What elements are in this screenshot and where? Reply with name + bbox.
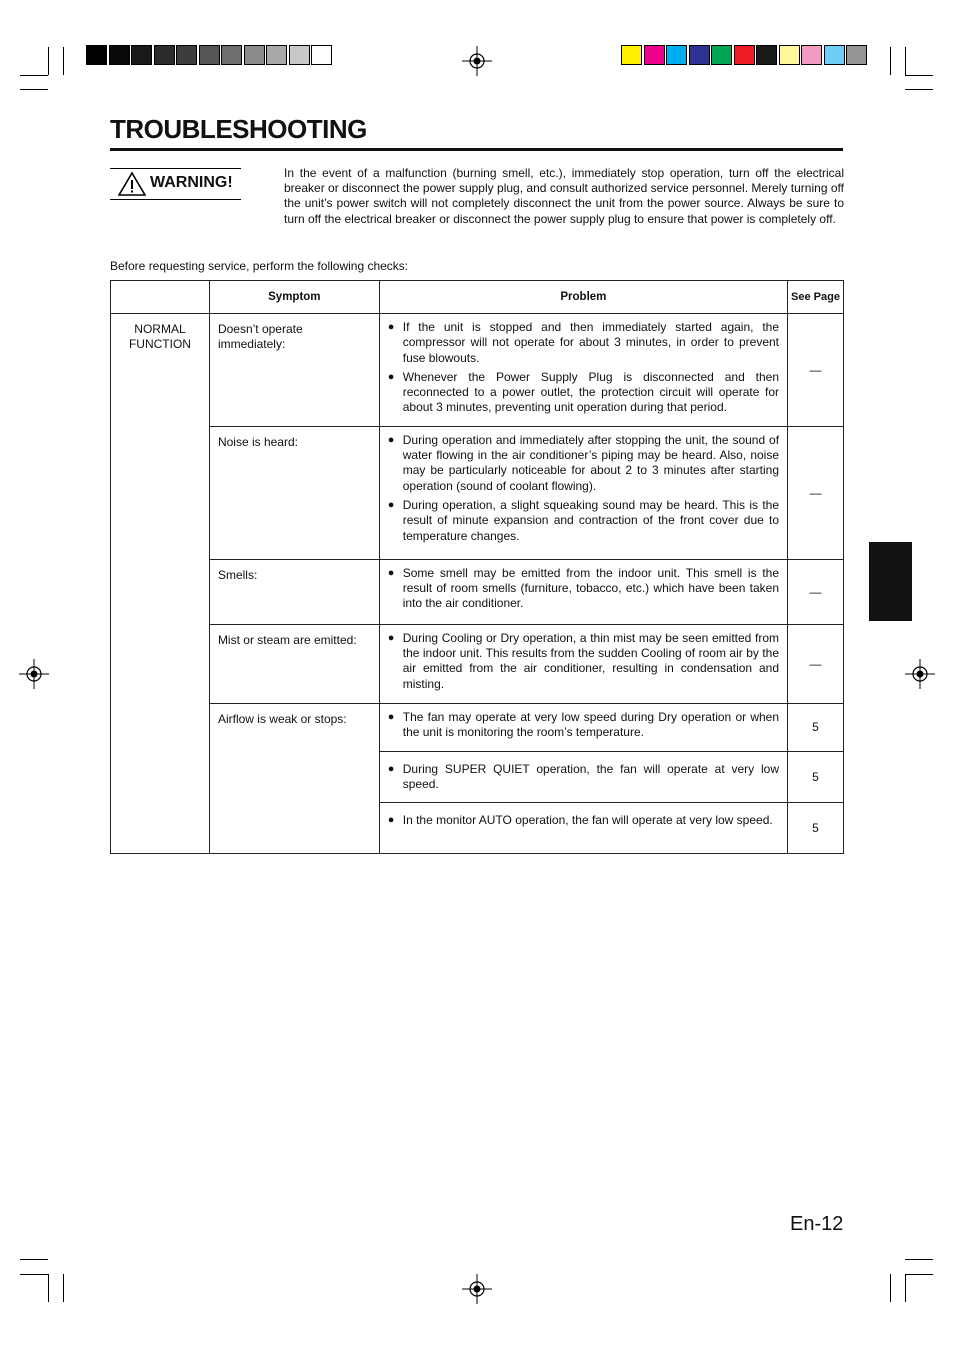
symptom-cell: Smells: [209, 559, 379, 624]
color-swatch [199, 45, 220, 65]
category-cell [111, 314, 210, 854]
color-swatch [244, 45, 265, 65]
color-swatch [289, 45, 310, 65]
see-page-cell: — [788, 314, 844, 427]
color-swatch [176, 45, 197, 65]
problem-cell: ● If the unit is stopped and then immediately started again, the compressor will not operate for about 3 minutes, in order to prevent fuse blowouts. ● Whenever the Power Supply Plug is disconnected and then reconnected to a power outlet, the protection circuit will operate for about 3 minutes, preventing unit operation during that period. [379, 314, 787, 427]
warning-triangle-icon [118, 171, 146, 197]
color-swatch [846, 45, 867, 65]
color-swatch [734, 45, 755, 65]
symptom-cell: Airflow is weak or stops: [209, 703, 379, 854]
table-row [111, 314, 844, 427]
header-symptom: Symptom [209, 281, 379, 314]
symptom-cell: Noise is heard: [209, 426, 379, 559]
registration-mark-icon [19, 659, 49, 689]
table-row [111, 624, 844, 703]
color-swatch [644, 45, 665, 65]
color-swatch [689, 45, 710, 65]
color-swatch [824, 45, 845, 65]
symptom-cell: Mist or steam are emitted: [209, 624, 379, 703]
symptom-cell: Doesn’t operate immediately: [209, 314, 379, 427]
color-swatch [756, 45, 777, 65]
see-page-cell: — [788, 624, 844, 703]
warning-text: In the event of a malfunction (burning smell, etc.), immediately stop operation, turn off the electrical breaker or disconnect the power supply plug, and consult authorized service personnel. Merely turning off the unit’s power switch will not completely disconnect the unit from the power source. Always be sure to turn off the electrical breaker or disconnect the power supply plug to ensure that power is completely off. [284, 166, 844, 226]
color-swatch [266, 45, 287, 65]
color-swatch [154, 45, 175, 65]
header-category [111, 281, 210, 314]
problem-cell: ● During Cooling or Dry operation, a thin mist may be seen emitted from the indoor unit. This results from the sudden Cooling of room air by the air emitted from the air conditioner, resulting in condensation and misting. [379, 624, 787, 703]
see-page-cell: — [788, 426, 844, 559]
page-number: En-12 [790, 1213, 844, 1235]
color-swatch [221, 45, 242, 65]
see-page-cell: 5 [788, 803, 844, 854]
table-row [111, 703, 844, 751]
color-swatch [779, 45, 800, 65]
problem-cell: ● Some smell may be emitted from the indoor unit. This smell is the result of room smells (furniture, tobacco, etc.) which have been taken into the air conditioner. [379, 559, 787, 624]
intro-text: Before requesting service, perform the following checks: [110, 259, 409, 273]
category-label: NORMAL FUNCTION [128, 322, 191, 351]
table-row [111, 426, 844, 559]
grayscale-calibration-bar [86, 45, 334, 67]
color-swatch [86, 45, 107, 65]
troubleshooting-table [110, 280, 844, 854]
color-swatch [109, 45, 130, 65]
see-page-cell: — [788, 559, 844, 624]
table-header-row [111, 281, 844, 314]
table-row [111, 559, 844, 624]
header-problem: Problem [379, 281, 787, 314]
registration-mark-icon [462, 46, 492, 76]
see-page-cell: 5 [788, 703, 844, 751]
registration-mark-icon [462, 1274, 492, 1304]
warning-label-box [110, 168, 241, 200]
color-swatch [711, 45, 732, 65]
problem-cell: ● During SUPER QUIET operation, the fan will operate at very low speed. [379, 751, 787, 803]
section-tab-marker [869, 542, 912, 621]
color-swatch [801, 45, 822, 65]
problem-cell: ● In the monitor AUTO operation, the fan will operate at very low speed. [379, 803, 787, 854]
color-swatch [621, 45, 642, 65]
color-calibration-bar [621, 45, 869, 67]
registration-mark-icon [905, 659, 935, 689]
header-see-page: See Page [788, 281, 844, 314]
color-swatch [131, 45, 152, 65]
color-swatch [311, 45, 332, 65]
color-swatch [666, 45, 687, 65]
title-rule [110, 148, 843, 151]
see-page-cell: 5 [788, 751, 844, 803]
page-title: TROUBLESHOOTING [110, 114, 367, 144]
warning-label: WARNING! [150, 174, 233, 191]
problem-cell: ● The fan may operate at very low speed during Dry operation or when the unit is monitoring the room’s temperature. [379, 703, 787, 751]
problem-cell: ● During operation and immediately after stopping the unit, the sound of water flowing in the air conditioner’s piping may be heard. Also, noise may be particularly noticeable for about 2 to 3 minutes after starting operation (sound of coolant flowing). ● During operation, a slight squeaking sound may be heard. This is the result of minute expansion and contraction of the front cover due to temperature changes. [379, 426, 787, 559]
